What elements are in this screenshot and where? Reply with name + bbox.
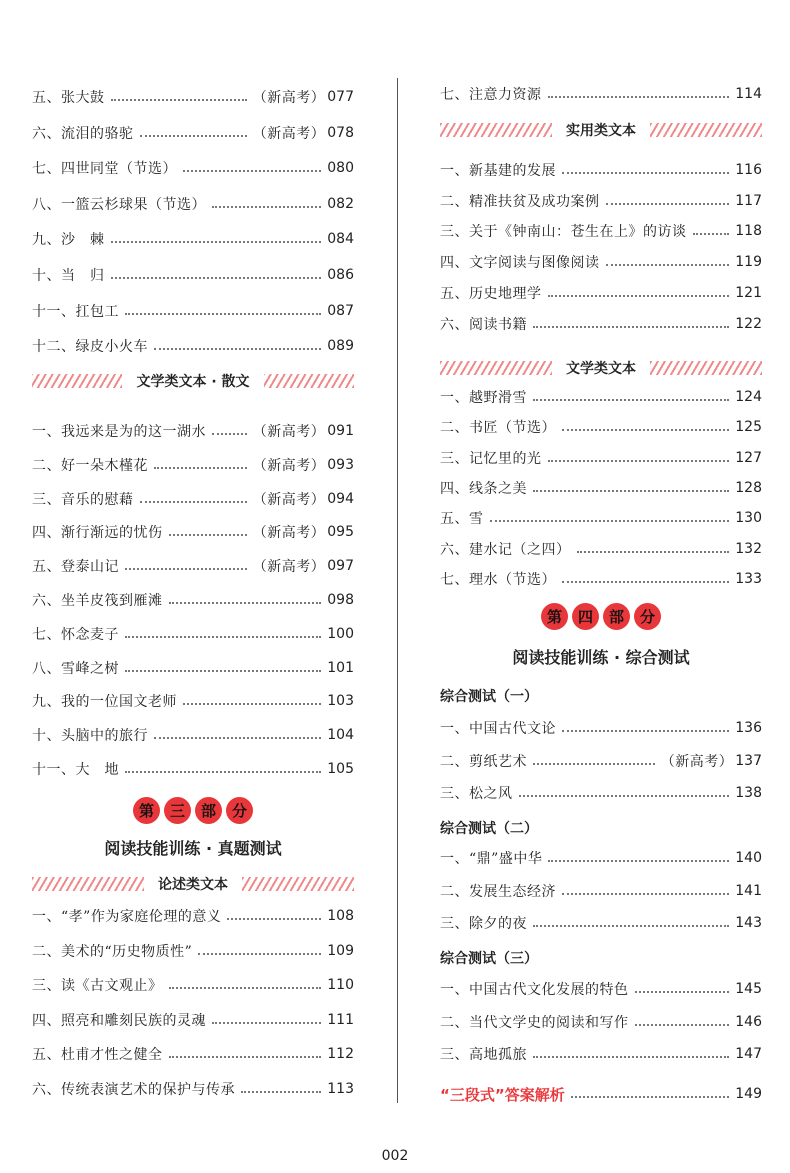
dot-leader	[533, 399, 729, 401]
toc-entry[interactable]	[440, 83, 762, 105]
entry-title: 五、张大鼓	[32, 90, 105, 106]
toc-entry[interactable]	[440, 477, 762, 499]
entry-title: 三、音乐的慰藉	[32, 491, 134, 508]
dot-leader	[154, 467, 247, 469]
entry-page: 138	[735, 785, 762, 801]
entry-title: 六、传统表演艺术的保护与传承	[32, 1082, 235, 1098]
section-header	[440, 358, 762, 378]
part-badge: 第	[133, 797, 160, 824]
entry-page: 113	[327, 1081, 354, 1097]
toc-entry[interactable]	[32, 1078, 354, 1100]
dot-leader	[548, 460, 730, 462]
part-badge: 分	[634, 603, 661, 630]
stripe-decoration	[242, 877, 354, 891]
entry-page: 128	[735, 479, 762, 496]
dot-leader	[577, 551, 730, 553]
entry-page: 146	[735, 1013, 762, 1030]
entry-tag: （新高考）	[252, 125, 326, 142]
toc-entry[interactable]	[32, 589, 354, 611]
entry-tag: （新高考）	[252, 457, 326, 474]
entry-page: 145	[735, 981, 762, 997]
dot-leader	[606, 264, 730, 266]
entry-page: 101	[327, 659, 354, 676]
toc-entry[interactable]	[32, 974, 354, 996]
toc-entry[interactable]	[32, 488, 354, 510]
dot-leader	[140, 501, 247, 503]
entry-page: 108	[327, 908, 354, 924]
entry-title: 一、中国古代文化发展的特色	[440, 982, 629, 998]
toc-entry[interactable]	[32, 623, 354, 645]
dot-leader	[111, 277, 322, 279]
entry-title: 三、读《古文观止》	[32, 978, 163, 995]
entry-page: 104	[327, 727, 354, 744]
section-label: 文学类文本 · 散文	[136, 374, 250, 390]
dot-leader	[562, 429, 729, 431]
toc-entry[interactable]	[440, 568, 762, 590]
toc-entry[interactable]	[440, 847, 762, 869]
part-badge: 部	[603, 603, 630, 630]
dot-leader	[548, 295, 730, 297]
toc-entry[interactable]	[32, 335, 354, 357]
entry-page: 137	[735, 752, 762, 769]
entry-title: 一、越野滑雪	[440, 390, 527, 406]
page-number: 002	[381, 1148, 409, 1164]
entry-page: 094	[327, 490, 354, 507]
section-label: 论述类文本	[158, 877, 228, 893]
entry-page: 119	[735, 254, 762, 271]
entry-page: 122	[735, 315, 762, 332]
toc-entry[interactable]	[440, 782, 762, 804]
entry-page: 127	[735, 449, 762, 466]
dot-leader	[125, 771, 321, 773]
toc-entry[interactable]	[440, 1043, 762, 1065]
entry-title: 六、坐羊皮筏到雁滩	[32, 593, 163, 609]
toc-entry[interactable]	[32, 657, 354, 679]
dot-leader	[169, 987, 322, 989]
entry-title: 五、登泰山记	[32, 559, 119, 576]
entry-page: 084	[327, 231, 354, 248]
dot-leader	[125, 636, 321, 638]
entry-title: 七、理水（节选）	[440, 571, 556, 588]
stripe-decoration	[32, 374, 122, 388]
dot-leader	[490, 520, 730, 522]
entry-title: 七、四世同堂（节选）	[32, 161, 177, 178]
entry-title: 二、精准扶贫及成功案例	[440, 193, 600, 210]
toc-entry[interactable]	[32, 724, 354, 746]
entry-title: 六、流泪的骆驼	[32, 125, 134, 142]
entry-page: 133	[735, 570, 762, 587]
entry-title: 二、美术的“历史物质性”	[32, 943, 193, 960]
entry-title: 十、头脑中的旅行	[32, 728, 148, 745]
dot-leader	[111, 241, 322, 243]
entry-page: 147	[735, 1046, 762, 1062]
entry-page: 078	[327, 124, 354, 141]
toc-entry[interactable]	[440, 416, 762, 438]
toc-entry[interactable]	[440, 386, 762, 408]
entry-title: 一、新基建的发展	[440, 163, 556, 179]
toc-entry[interactable]	[440, 282, 762, 304]
entry-title: 十一、大 地	[32, 762, 119, 778]
dot-leader	[533, 925, 729, 927]
dot-leader	[154, 348, 321, 350]
dot-leader	[169, 1056, 322, 1058]
entry-title: 一、我远来是为的这一湖水	[32, 424, 206, 440]
entry-page: 130	[735, 510, 762, 527]
entry-page: 082	[327, 195, 354, 212]
part-title: 阅读技能训练 · 真题测试	[104, 839, 282, 858]
dot-leader	[183, 170, 321, 172]
entry-title: 五、雪	[440, 511, 484, 528]
part-badge: 三	[164, 797, 191, 824]
entry-title: 六、建水记（之四）	[440, 541, 571, 558]
entry-title: 七、怀念麦子	[32, 626, 119, 643]
dot-leader	[533, 1056, 729, 1058]
dot-leader	[606, 203, 730, 205]
entry-tag: （新高考）	[252, 491, 326, 508]
entry-title: 四、照亮和雕刻民族的灵魂	[32, 1012, 206, 1029]
entry-page: 097	[327, 558, 354, 575]
toc-entry[interactable]	[32, 454, 354, 476]
entry-page: 121	[735, 284, 762, 301]
section-label: 实用类文本	[566, 123, 636, 139]
entry-title: 三、关于《钟南山：苍生在上》的访谈	[440, 224, 687, 241]
entry-page: 100	[327, 625, 354, 642]
toc-entry[interactable]	[32, 228, 354, 250]
entry-page: 124	[735, 389, 762, 405]
part-title: 阅读技能训练 · 综合测试	[512, 648, 690, 667]
toc-entry[interactable]	[440, 912, 762, 934]
entry-page: 132	[735, 540, 762, 557]
answer-title: “三段式”答案解析	[440, 1085, 565, 1104]
toc-entry[interactable]	[440, 313, 762, 335]
part-badge-group	[32, 797, 354, 825]
dot-leader	[533, 490, 729, 492]
entry-page: 110	[327, 977, 354, 994]
answer-entry[interactable]	[440, 1083, 762, 1105]
entry-title: 五、杜甫才性之健全	[32, 1047, 163, 1064]
entry-page: 095	[327, 524, 354, 541]
entry-title: 十、当 归	[32, 268, 105, 284]
dot-leader	[154, 737, 321, 739]
dot-leader	[562, 730, 729, 732]
dot-leader	[571, 1096, 730, 1098]
stripe-decoration	[650, 361, 762, 375]
entry-page: 141	[735, 882, 762, 899]
entry-title: 七、注意力资源	[440, 87, 542, 103]
entry-title: 六、阅读书籍	[440, 316, 527, 333]
dot-leader	[198, 953, 321, 955]
entry-page: 149	[735, 1086, 762, 1102]
dot-leader	[548, 860, 729, 862]
toc-entry[interactable]	[32, 1009, 354, 1031]
entry-tag: （新高考）	[252, 90, 326, 106]
entry-page: 103	[327, 693, 354, 710]
entry-page: 140	[735, 850, 762, 866]
entry-tag: （新高考）	[252, 525, 326, 542]
dot-leader	[212, 1022, 321, 1024]
dot-leader	[693, 233, 730, 235]
entry-page: 136	[735, 720, 762, 736]
toc-entry[interactable]	[32, 555, 354, 577]
dot-leader	[169, 534, 247, 536]
dot-leader	[125, 313, 321, 315]
entry-page: 109	[327, 942, 354, 959]
toc-entry[interactable]	[32, 193, 354, 215]
toc-entry[interactable]	[440, 1011, 762, 1033]
toc-entry[interactable]	[440, 447, 762, 469]
entry-title: 二、当代文学史的阅读和写作	[440, 1014, 629, 1031]
entry-title: 四、文字阅读与图像阅读	[440, 255, 600, 272]
dot-leader	[635, 1024, 730, 1026]
toc-entry[interactable]	[440, 880, 762, 902]
dot-leader	[183, 703, 321, 705]
stripe-decoration	[32, 877, 144, 891]
entry-title: 九、沙 棘	[32, 232, 105, 249]
entry-title: 八、雪峰之树	[32, 660, 119, 677]
entry-page: 080	[327, 160, 354, 177]
subhead: 综合测试（一）	[440, 689, 538, 705]
toc-entry[interactable]	[440, 717, 762, 739]
entry-page: 089	[327, 338, 354, 355]
toc-entry[interactable]	[32, 940, 354, 962]
entry-title: 三、高地孤旅	[440, 1047, 527, 1063]
entry-page: 114	[735, 86, 762, 102]
entry-page: 091	[327, 423, 354, 439]
dot-leader	[212, 433, 247, 435]
toc-entry[interactable]	[440, 750, 762, 772]
entry-title: 五、历史地理学	[440, 285, 542, 302]
entry-title: 三、记忆里的光	[440, 450, 542, 467]
toc-entry[interactable]	[32, 86, 354, 108]
entry-title: 一、中国古代文论	[440, 721, 556, 737]
dot-leader	[125, 670, 321, 672]
entry-page: 111	[327, 1011, 354, 1028]
subhead: 综合测试（二）	[440, 821, 538, 837]
toc-entry[interactable]	[32, 905, 354, 927]
part-badge: 部	[195, 797, 222, 824]
dot-leader	[241, 1091, 321, 1093]
section-header	[32, 874, 354, 894]
entry-page: 098	[327, 592, 354, 608]
stripe-decoration	[650, 123, 762, 137]
dot-leader	[562, 893, 729, 895]
toc-entry[interactable]	[440, 978, 762, 1000]
toc-entry[interactable]	[32, 122, 354, 144]
entry-page: 077	[327, 89, 354, 105]
section-header	[32, 371, 354, 391]
entry-tag: （新高考）	[660, 753, 734, 770]
toc-entry[interactable]	[440, 159, 762, 181]
part-badge: 第	[541, 603, 568, 630]
toc-entry[interactable]	[32, 157, 354, 179]
entry-page: 118	[735, 223, 762, 240]
entry-page: 087	[327, 302, 354, 319]
entry-tag: （新高考）	[252, 424, 326, 440]
entry-page: 112	[327, 1046, 354, 1063]
entry-title: 二、剪纸艺术	[440, 753, 527, 770]
dot-leader	[212, 206, 321, 208]
toc-entry[interactable]	[440, 251, 762, 273]
entry-page: 116	[735, 162, 762, 178]
entry-title: 九、我的一位国文老师	[32, 694, 177, 711]
toc-entry[interactable]	[32, 690, 354, 712]
entry-page: 143	[735, 915, 762, 931]
part-badge: 分	[226, 797, 253, 824]
part-badge: 四	[572, 603, 599, 630]
toc-entry[interactable]	[32, 300, 354, 322]
entry-page: 093	[327, 456, 354, 473]
entry-title: 二、好一朵木槿花	[32, 457, 148, 474]
toc-entry[interactable]	[440, 538, 762, 560]
toc-entry[interactable]	[32, 1043, 354, 1065]
dot-leader	[125, 568, 247, 570]
entry-tag: （新高考）	[252, 559, 326, 576]
toc-entry[interactable]	[32, 521, 354, 543]
entry-title: 三、除夕的夜	[440, 916, 527, 932]
entry-title: 一、“鼎”盛中华	[440, 851, 543, 867]
entry-title: 三、松之风	[440, 786, 513, 802]
dot-leader	[227, 918, 321, 920]
entry-title: 十一、扛包工	[32, 303, 119, 320]
column-divider	[397, 78, 398, 1103]
dot-leader	[140, 135, 247, 137]
stripe-decoration	[440, 361, 552, 375]
entry-page: 086	[327, 267, 354, 283]
entry-title: 四、线条之美	[440, 480, 527, 497]
dot-leader	[562, 581, 729, 583]
dot-leader	[562, 172, 729, 174]
entry-title: 十二、绿皮小火车	[32, 339, 148, 356]
stripe-decoration	[440, 123, 552, 137]
section-header	[440, 120, 762, 140]
toc-entry[interactable]	[32, 264, 354, 286]
entry-title: 二、发展生态经济	[440, 883, 556, 900]
entry-title: 八、一篮云杉球果（节选）	[32, 196, 206, 213]
entry-title: 四、渐行渐远的忧伤	[32, 525, 163, 542]
dot-leader	[533, 763, 655, 765]
section-label: 文学类文本	[566, 361, 636, 377]
dot-leader	[548, 96, 730, 98]
dot-leader	[111, 99, 247, 101]
part-badge-group	[440, 603, 762, 631]
entry-page: 105	[327, 761, 354, 777]
dot-leader	[533, 326, 729, 328]
dot-leader	[635, 991, 730, 993]
toc-entry[interactable]	[32, 420, 354, 442]
dot-leader	[169, 602, 322, 604]
entry-page: 117	[735, 192, 762, 209]
entry-page: 125	[735, 419, 762, 436]
entry-title: 二、书匠（节选）	[440, 420, 556, 437]
toc-entry[interactable]	[440, 190, 762, 212]
dot-leader	[519, 795, 730, 797]
toc-entry[interactable]	[32, 758, 354, 780]
stripe-decoration	[264, 374, 354, 388]
subhead: 综合测试（三）	[440, 951, 538, 967]
toc-entry[interactable]	[440, 220, 762, 242]
entry-title: 一、“孝”作为家庭伦理的意义	[32, 909, 222, 925]
toc-entry[interactable]	[440, 507, 762, 529]
